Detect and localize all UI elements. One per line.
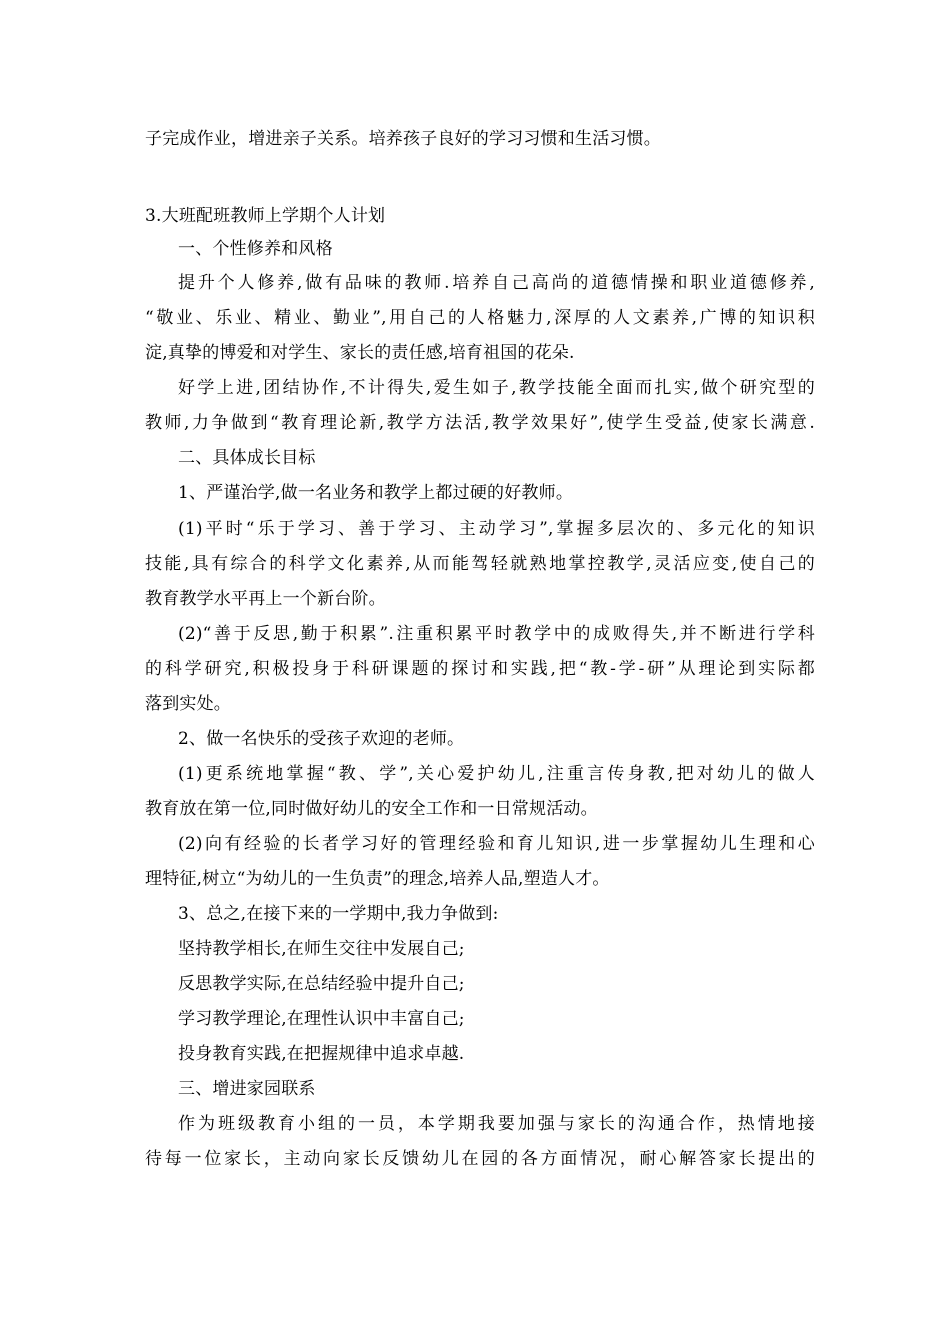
- text-line: 教育放在第一位,同时做好幼儿的安全工作和一日常规活动。: [145, 799, 598, 819]
- list-item: 投身教育实践,在把握规律中追求卓越.: [178, 1044, 465, 1064]
- list-item: 学习教学理论,在理性认识中丰富自己;: [178, 1009, 465, 1029]
- text-line: 好学上进,团结协作,不计得失,爱生如子,教学技能全面而扎实,做个研究型的: [178, 378, 815, 398]
- section-title: 3.大班配班教师上学期个人计划: [145, 206, 386, 226]
- text-line: 待每一位家长，主动向家长反馈幼儿在园的各方面情况，耐心解答家长提出的: [145, 1149, 815, 1169]
- heading-3: 三、增进家园联系: [178, 1079, 316, 1099]
- text-line: (2)“善于反思,勤于积累”.注重积累平时教学中的成败得失,并不断进行学科: [178, 624, 815, 644]
- text-line: 作为班级教育小组的一员，本学期我要加强与家长的沟通合作，热情地接: [178, 1114, 815, 1134]
- text-line: 理特征,树立“为幼儿的一生负责”的理念,培养人品,塑造人才。: [145, 869, 610, 889]
- text-line: 子完成作业，增进亲子关系。培养孩子良好的学习习惯和生活习惯。: [145, 129, 661, 149]
- list-item: 坚持教学相长,在师生交往中发展自己;: [178, 939, 465, 959]
- text-line: (1)更系统地掌握“教、学”,关心爱护幼儿,注重言传身教,把对幼儿的做人: [178, 764, 815, 784]
- text-line: 淀,真挚的博爱和对学生、家长的责任感,培育祖国的花朵.: [145, 343, 575, 363]
- heading-2: 二、具体成长目标: [178, 448, 316, 468]
- text-line: 的科学研究,积极投身于科研课题的探讨和实践,把“教-学-研”从理论到实际都: [145, 659, 815, 679]
- text-line: (1)平时“乐于学习、善于学习、主动学习”,掌握多层次的、多元化的知识: [178, 519, 815, 539]
- list-item: 反思教学实际,在总结经验中提升自己;: [178, 974, 465, 994]
- subheading-2: 2、做一名快乐的受孩子欢迎的老师。: [178, 729, 465, 749]
- subheading-3: 3、总之,在接下来的一学期中,我力争做到:: [178, 904, 499, 924]
- text-line: 教育教学水平再上一个新台阶。: [145, 589, 386, 609]
- text-line: (2)向有经验的长者学习好的管理经验和育儿知识,进一步掌握幼儿生理和心: [178, 834, 815, 854]
- text-line: “敬业、乐业、精业、勤业”,用自己的人格魅力,深厚的人文素养,广博的知识积: [145, 308, 815, 328]
- text-line: 落到实处。: [145, 694, 231, 714]
- heading-1: 一、个性修养和风格: [178, 239, 333, 259]
- text-line: 技能,具有综合的科学文化素养,从而能驾轻就熟地掌控教学,灵活应变,使自己的: [145, 554, 815, 574]
- subheading-1: 1、严谨治学,做一名业务和教学上都过硬的好教师。: [178, 483, 574, 503]
- text-line: 教师,力争做到“教育理论新,教学方法活,教学效果好”,使学生受益,使家长满意.: [145, 413, 815, 433]
- text-line: 提升个人修养,做有品味的教师.培养自己高尚的道德情操和职业道德修养,: [178, 273, 815, 293]
